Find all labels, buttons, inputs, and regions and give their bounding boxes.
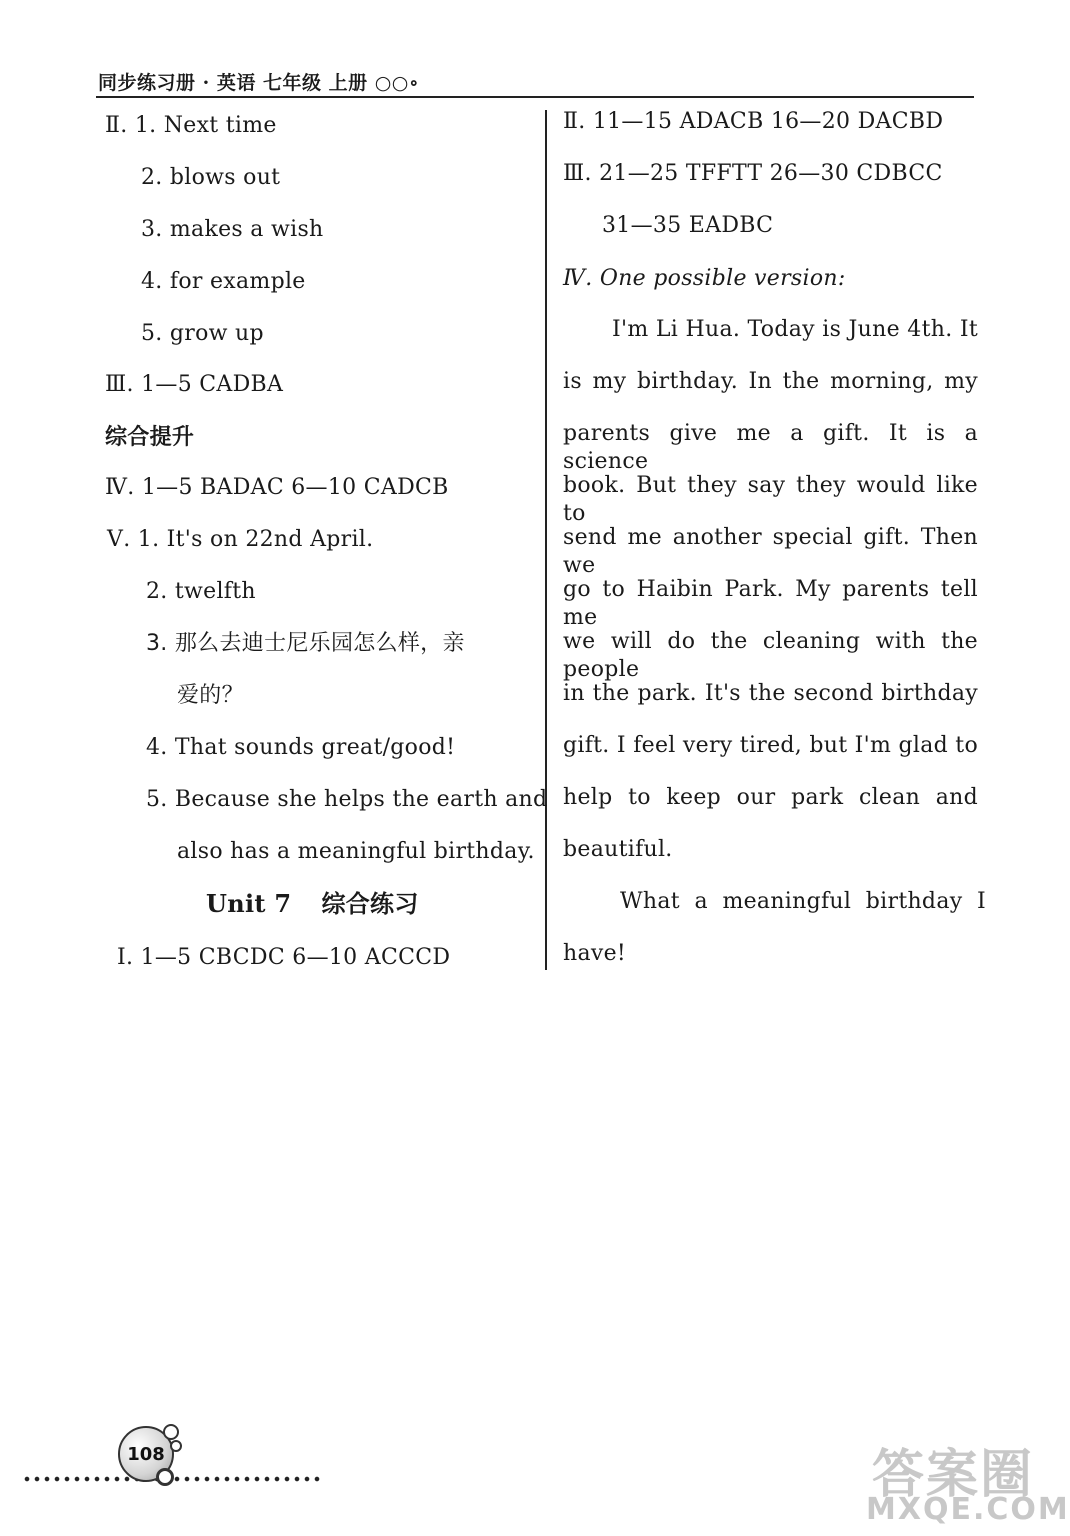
- essay-line: in the park. It's the second birthday: [563, 681, 978, 706]
- essay-heading: Ⅳ. One possible version:: [563, 266, 846, 291]
- answer-line: Ⅲ. 21—25 TFFTT 26—30 CDBCC: [563, 161, 943, 186]
- answer-line: also has a meaningful birthday.: [177, 839, 535, 864]
- unit-title-en: Unit 7: [206, 889, 292, 918]
- answer-line: 2. twelfth: [146, 579, 256, 604]
- essay-line: What a meaningful birthday I: [620, 889, 986, 914]
- essay-line: send me another special gift. Then we: [563, 525, 978, 578]
- answer-line: Ⅰ. 1—5 CBCDC 6—10 ACCCD: [117, 945, 451, 970]
- watermark-logo: 答案圈: [872, 1445, 1035, 1505]
- essay-line: I'm Li Hua. Today is June 4th. It: [612, 317, 978, 342]
- answer-line: Ⅱ. 1. Next time: [105, 113, 277, 138]
- badge-ornament-icon: [170, 1440, 182, 1452]
- essay-line: we will do the cleaning with the people: [563, 629, 978, 682]
- watermark-url: MXQE.COM: [866, 1492, 1070, 1527]
- answer-line: Ⅴ. 1. It's on 22nd April.: [107, 527, 374, 552]
- answer-line: 2. blows out: [141, 165, 281, 190]
- column-divider: [545, 110, 547, 970]
- essay-line: gift. I feel very tired, but I'm glad to: [563, 733, 978, 758]
- essay-line: book. But they say they would like to: [563, 473, 978, 526]
- answer-line: 4. That sounds great/good!: [146, 735, 456, 760]
- answer-line: 31—35 EADBC: [602, 213, 774, 238]
- answer-line: 3. makes a wish: [141, 217, 324, 242]
- essay-line: is my birthday. In the morning, my: [563, 369, 978, 394]
- answer-line: Ⅱ. 11—15 ADACB 16—20 DACBD: [563, 109, 944, 134]
- header-rule: [96, 96, 974, 98]
- page-number: 108: [118, 1426, 174, 1482]
- answer-line: 4. for example: [141, 269, 306, 294]
- answer-line: 5. Because she helps the earth and: [146, 787, 548, 812]
- answer-line: Ⅳ. 1—5 BADAC 6—10 CADCB: [105, 475, 449, 500]
- essay-line: beautiful.: [563, 837, 673, 862]
- badge-ornament-icon: [156, 1468, 174, 1486]
- answer-line: 3. 那么去迪士尼乐园怎么样，亲: [146, 631, 465, 656]
- essay-line: go to Haibin Park. My parents tell me: [563, 577, 978, 630]
- essay-line: have!: [563, 941, 627, 966]
- answer-line: Ⅲ. 1—5 CADBA: [105, 372, 284, 397]
- running-header: 同步练习册 · 英语 七年级 上册 ○○∘: [98, 72, 420, 94]
- section-heading: 综合提升: [105, 425, 195, 450]
- answer-line: 爱的？: [177, 683, 244, 708]
- unit-title-cn: 综合练习: [321, 890, 419, 918]
- unit-title: [206, 890, 419, 918]
- badge-ornament-icon: [163, 1424, 179, 1440]
- essay-line: help to keep our park clean and: [563, 785, 978, 810]
- essay-line: parents give me a gift. It is a science: [563, 421, 978, 474]
- answer-line: 5. grow up: [141, 321, 264, 346]
